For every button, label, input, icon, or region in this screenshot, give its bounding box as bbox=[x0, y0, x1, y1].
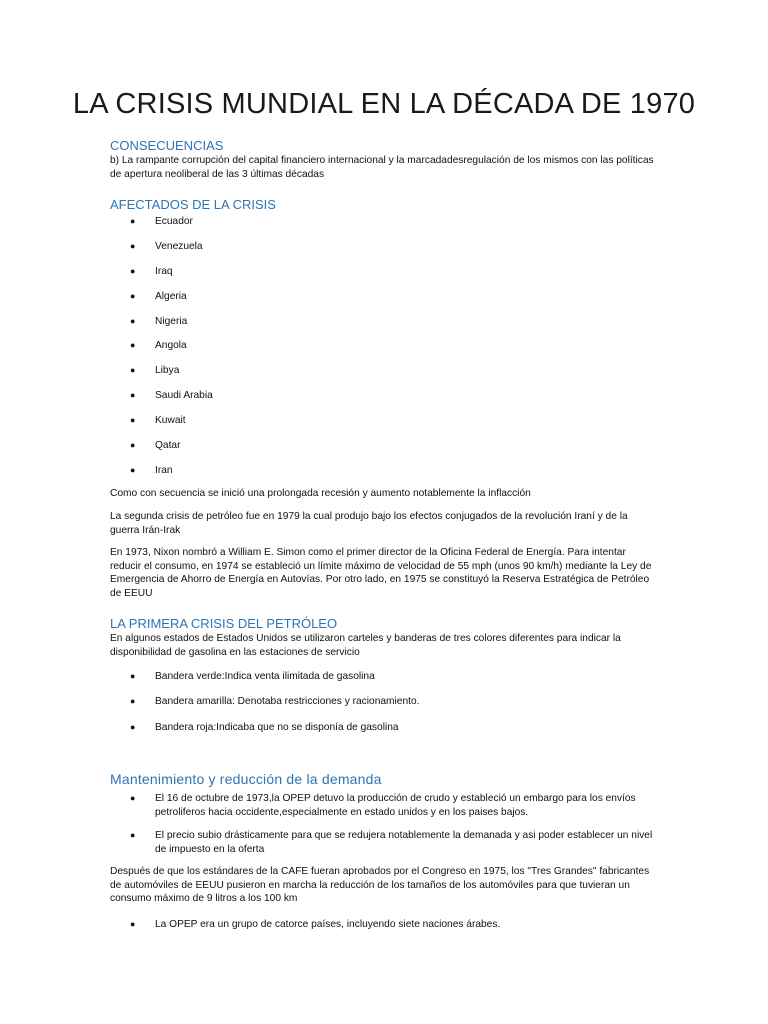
bullet-icon: ● bbox=[130, 830, 136, 840]
bullet-icon: ● bbox=[130, 696, 136, 706]
document-title: LA CRISIS MUNDIAL EN LA DÉCADA DE 1970 bbox=[72, 88, 696, 120]
bullet-icon: ● bbox=[130, 340, 136, 350]
bullet-icon: ● bbox=[130, 390, 136, 400]
bullet-icon: ● bbox=[130, 415, 136, 425]
bullet-icon: ● bbox=[130, 919, 136, 929]
bullet-icon: ● bbox=[130, 440, 136, 450]
paragraph-nixon: En 1973, Nixon nombró a William E. Simon como el primer director de la Oficina Federal de Energía. Para intentar reducir el consumo, en 1974 se estableció un límite máximo de velocidad de 55 mph (unos 90 km/h) mediante la Ley de Emergencia de Ahorro de Energía en Autovías. Por otro lado, en 1975 se constituyó la Reserva Estratégica de Petróleo de EEUU bbox=[110, 547, 652, 599]
bullet-icon: ● bbox=[130, 793, 136, 803]
bullet-icon: ● bbox=[130, 291, 136, 301]
bullet-icon: ● bbox=[130, 365, 136, 375]
bullet-icon: ● bbox=[130, 671, 136, 681]
bullet-icon: ● bbox=[130, 465, 136, 475]
document-page: LA CRISIS MUNDIAL EN LA DÉCADA DE 1970 CONSECUENCIAS b) La rampante corrupción del capital financiero internacional y la marcadadesregulación de los mismos con las políticas de apertura neoliberal de las 3 últimas décadas AFECTADOS DE LA CRISIS ● Ecuador ● Venezuela ● Iraq ● Algeria ● Nigeria ● Angola ● Libya ● Saudi Arabia ● Kuwait ● Qatar ● Iran Como con secuencia se inició una prolongada recesión y aumento notablemente la inflacción La segunda crisis de petróleo fue en 1979 la cual produjo bajo los efectos conjugados de la revolución Iraní y de la guerra Irán-Irak En 1973, Nixon nombró a William E. Simon como el primer director de la Oficina Federal de Energía. Para intentar reducir el consumo, en 1974 se estableció un límite máximo de velocidad de 55 mph (unos 90 km/h) mediante la Ley de Emergencia de Ahorro de Energía en Autovías. Por otro lado, en 1975 se constituyó la Reserva Estratégica de Petróleo de EEUU LA PRIMERA CRISIS DEL PETRÓLEO En algunos estados de Estados Unidos se utilizaron carteles y banderas de tres colores diferentes para indicar la disponibilidad de gasolina en las estaciones de servicio ● Bandera verde:Indica venta ilimitada de gasolina ● Bandera amarilla: Denotaba restricciones y racionamiento. ● Bandera roja:Indicaba que no se disponía de gasolina Mantenimiento y reducción de la demanda ● El 16 de octubre de 1973,la OPEP detuvo la producción de crudo y estableció un embargo para los envíos petroliferos hacia occidente,especialmente en estado unidos y en los paises bajos. ● El precio subio drásticamente para que se redujera notablemente la demanada y asi poder establecer un nivel de impuesto en la oferta Después de que los estándares de la CAFE fueran aprobados por el Congreso en 1975, los "Tres Grandes" fabricantes de automóviles de EEUU pusieron en marcha la reducción de los tamaños de los automóviles para que tuvieran un consumo máximo de 9 litros a los 100 km ● La OPEP era un grupo de catorce países, incluyendo siete naciones árabes. bbox=[0, 0, 768, 1024]
paragraph-recesion: Como con secuencia se inició una prolongada recesión y aumento notablemente la inflacción bbox=[110, 488, 531, 499]
heading-primera-crisis: LA PRIMERA CRISIS DEL PETRÓLEO bbox=[110, 616, 338, 631]
heading-consecuencias: CONSECUENCIAS bbox=[110, 138, 224, 153]
bullet-icon: ● bbox=[130, 266, 136, 276]
heading-afectados: AFECTADOS DE LA CRISIS bbox=[110, 197, 276, 212]
paragraph-banderas: En algunos estados de Estados Unidos se utilizaron carteles y banderas de tres colores diferentes para indicar la disponibilidad de gasolina en las estaciones de servicio bbox=[110, 633, 621, 658]
bullet-icon: ● bbox=[130, 241, 136, 251]
bullet-icon: ● bbox=[130, 216, 136, 226]
heading-mantenimiento: Mantenimiento y reducción de la demanda bbox=[110, 771, 382, 787]
paragraph-consecuencias: b) La rampante corrupción del capital financiero internacional y la marcadadesregulación de los mismos con las políticas de apertura neoliberal de las 3 últimas décadas bbox=[110, 155, 654, 180]
paragraph-cafe: Después de que los estándares de la CAFE fueran aprobados por el Congreso en 1975, los "Tres Grandes" fabricantes de automóviles de EEUU pusieron en marcha la reducción de los tamaños de los automóviles para que tuvieran un consumo máximo de 9 litros a los 100 km bbox=[110, 866, 650, 904]
bullet-icon: ● bbox=[130, 722, 136, 732]
bullet-icon: ● bbox=[130, 316, 136, 326]
paragraph-segunda-crisis: La segunda crisis de petróleo fue en 1979 la cual produjo bajo los efectos conjugados de la revolución Iraní y de la guerra Irán-Irak bbox=[110, 511, 628, 536]
